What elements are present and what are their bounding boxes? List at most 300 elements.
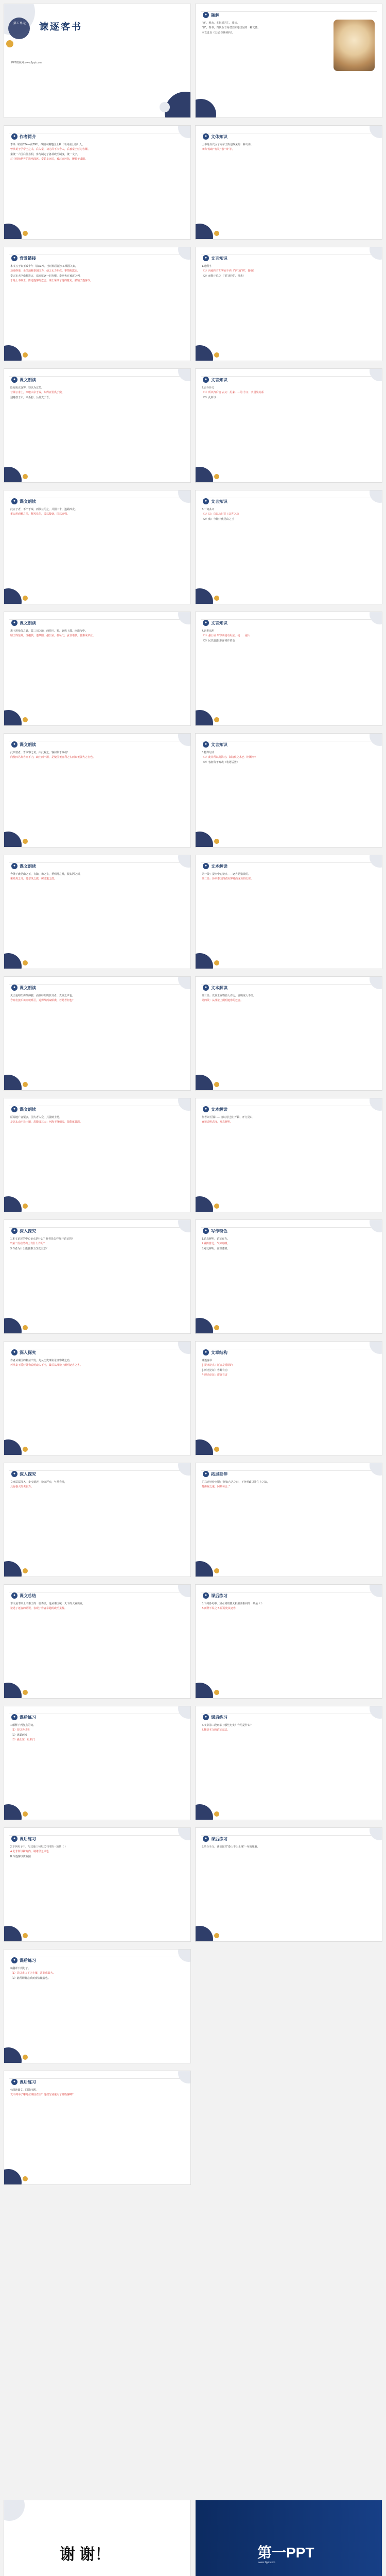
body-line: （1）是以太山不让土壤，故能成其大。 <box>10 1972 56 1975</box>
decor-circle <box>23 839 28 844</box>
decor-circle <box>8 18 30 39</box>
decor-circle <box>23 1690 28 1695</box>
slide-body <box>202 994 376 1079</box>
body-line: 8.结合全文，谈谈你对“泰山不让土壤”一句的理解。 <box>202 1845 260 1849</box>
decor-circle <box>178 369 190 381</box>
body-line: 7.概括本文的论证方法。 <box>202 1728 230 1732</box>
body-line: 第二段：历举秦国四君用客卿而成功的史实。 <box>202 877 254 881</box>
body-line: 于是上书秦王，陈述逐客的危害。秦王采纳了他的意见，撤销了逐客令。 <box>10 279 93 283</box>
body-line: 夫击瓮叩缶弹筝搏髀，而歌呼呜呜快耳者，真秦之声也。 <box>10 994 75 997</box>
slides-slide[interactable] <box>4 1828 190 1941</box>
decor-circle <box>23 960 28 965</box>
body-line: 1.解释下列加点的词。 <box>10 1724 36 1727</box>
body-line: 第四段：从理论上阐明逐客的危害。 <box>202 999 243 1003</box>
decor-circle <box>178 612 190 624</box>
slide-header <box>9 1831 185 1836</box>
body-line: （1）向使四君却客而不内（“内”通“纳”，接纳） <box>202 269 256 273</box>
slide-title: 题解 <box>211 13 219 18</box>
decor-circle <box>23 717 28 722</box>
thanks-slide[interactable] <box>4 2500 190 2576</box>
right_slides-slide[interactable] <box>196 1828 382 1941</box>
decor-circle <box>23 1447 28 1452</box>
slide-header <box>9 1953 185 1957</box>
bullet-icon: ● <box>11 498 17 504</box>
slide-body <box>10 751 184 836</box>
body-line: 4.词类活用 <box>202 630 215 633</box>
bullet-icon: ● <box>11 985 17 991</box>
slide-body <box>10 1845 184 1930</box>
decor-circle <box>4 2500 25 2521</box>
body-line: 4.阅读课文，回答问题。 <box>10 2089 39 2092</box>
bullet-icon: ● <box>11 1714 17 1720</box>
body-line: A.此非所以跨海内、制诸侯之术也 <box>10 1850 49 1854</box>
slide-title: 课后练习 <box>20 2080 36 2084</box>
bullet-icon: ● <box>203 377 209 383</box>
decor-circle <box>214 1933 219 1938</box>
bullet-icon: ● <box>11 741 17 748</box>
slides-slide[interactable] <box>4 1220 190 1333</box>
right_slides-slide[interactable] <box>196 1220 382 1333</box>
decor-circle <box>214 474 219 479</box>
bullet-icon: ● <box>203 863 209 869</box>
bullet-icon: ● <box>203 620 209 626</box>
slide-body <box>10 2089 184 2173</box>
right_slides-slide[interactable] <box>196 612 382 725</box>
slide-body <box>10 143 184 228</box>
decor-circle <box>214 352 219 358</box>
slide-body <box>10 630 184 714</box>
body-line: 5.特殊句式 <box>202 751 215 754</box>
body-line: 2.第二段在结构上有什么作用？ <box>10 1242 46 1246</box>
body-line: 2.古今异义 <box>202 386 215 389</box>
bullet-icon: ● <box>11 133 17 140</box>
decor-circle <box>178 1950 190 1962</box>
slide-title: 课文朗读 <box>20 621 36 625</box>
body-line: 文中列举了哪几位秦国君主？他们分别重用了哪些客卿？ <box>10 2093 75 2097</box>
body-line: 2.铺陈排比，气势磅礴。 <box>202 1242 230 1246</box>
slide-title: 课文朗读 <box>20 742 36 747</box>
bullet-icon: ● <box>11 1957 17 1963</box>
decor-circle <box>23 352 28 358</box>
slide-title: 文本解读 <box>211 864 227 869</box>
right_slides-slide[interactable] <box>196 1098 382 1212</box>
slide-header <box>201 858 377 863</box>
slide-body <box>202 751 376 836</box>
body-line: 迎蹇叔于宋，来丕豹、公孙支于晋。 <box>10 396 52 399</box>
decor-circle <box>178 1098 190 1111</box>
cover-url: PPT模板网:www.1ppt.com <box>11 61 42 64</box>
right_slides-slide[interactable] <box>196 126 382 239</box>
decor-circle <box>23 1204 28 1209</box>
slide-title: 写作特色 <box>211 1229 227 1233</box>
decor-circle <box>370 1220 382 1232</box>
body-line: 本文是李斯上书秦王的一篇奏议，他从秦国统一天下的大业出发， <box>10 1602 85 1605</box>
decor-circle <box>370 1463 382 1476</box>
body-line: 作者以“臣闻……窃以为过矣”开篇，开门见山， <box>202 1116 255 1119</box>
right_slides-slide[interactable] <box>196 247 382 361</box>
decor-circle <box>370 1342 382 1354</box>
body-line: 1.本文论述的中心论点是什么？作者是怎样展开论证的？ <box>10 1238 75 1241</box>
body-line: 此四君者，皆以客之功。由此观之，客何负于秦哉！ <box>10 751 70 754</box>
slides-slide[interactable] <box>4 1950 190 2063</box>
slides-slide[interactable] <box>4 1585 190 1698</box>
slide-header <box>9 858 185 863</box>
bullet-icon: ● <box>203 1471 209 1477</box>
bullet-icon: ● <box>11 1349 17 1355</box>
body-line: （1）以：窃以为过矣 / 以客之功 <box>202 513 239 516</box>
slide-header <box>9 1588 185 1592</box>
body-line: （1）窃以为过矣 <box>10 1728 30 1732</box>
slides-slide[interactable] <box>4 126 190 239</box>
bullet-icon: ● <box>203 741 209 748</box>
bullet-icon: ● <box>203 498 209 504</box>
portrait-image <box>334 20 375 71</box>
slide-body <box>10 386 184 471</box>
slide-header <box>201 1709 377 1714</box>
slide-title: 课后练习 <box>211 1594 227 1598</box>
body-line: 是以太山不让土壤，故能成其大；河海不择细流，故能就其深。 <box>10 1121 83 1124</box>
slide-body <box>10 265 184 349</box>
decor-circle <box>214 1447 219 1452</box>
slide-header <box>201 1831 377 1836</box>
decor-circle <box>178 2071 190 2083</box>
slide-body <box>202 1602 376 1687</box>
slide-header <box>201 494 377 498</box>
bullet-icon: ● <box>203 1592 209 1599</box>
decor-circle <box>214 839 219 844</box>
body-line: A.而陛下说之 B.臣闻吏议逐客 <box>202 1607 236 1611</box>
slide-header <box>201 1223 377 1228</box>
slide-title: 文言知识 <box>211 742 227 747</box>
slide-body <box>10 508 184 592</box>
decor-circle <box>178 1828 190 1840</box>
slide-title: 文言知识 <box>211 256 227 261</box>
decor-circle <box>214 596 219 601</box>
decor-circle <box>23 2176 28 2181</box>
slide-right-0[interactable] <box>196 4 382 117</box>
slide-title: 课后练习 <box>20 1958 36 1963</box>
decor-circle <box>370 734 382 746</box>
slides-slide[interactable] <box>4 1463 190 1577</box>
slide-header <box>9 1223 185 1228</box>
body-line: （2）民以殷盛 形容词作谓语 <box>202 639 235 642</box>
right_slides-slide[interactable] <box>196 490 382 604</box>
slide-header <box>201 250 377 255</box>
body-line: ├ 提出论点：逐客是错误的 <box>202 1364 233 1367</box>
body-line: 秦统一六国后任丞相，参与制定了各项政治制度，统一文字， <box>10 152 80 156</box>
decor-circle <box>370 612 382 624</box>
slide-body <box>10 1724 184 1808</box>
slide-body <box>10 994 184 1079</box>
body-line: 第一段：提出中心论点——逐客是错误的。 <box>202 873 251 876</box>
body-line: 3.对比鲜明，说理透彻。 <box>202 1247 230 1250</box>
decor-circle <box>214 1811 219 1817</box>
decor-circle <box>214 1325 219 1330</box>
body-line: 文章层层深入，步步逼近，论证严密，气势充沛， <box>10 1481 67 1484</box>
slide-title: 深入探究 <box>20 1350 36 1355</box>
bullet-icon: ● <box>11 620 17 626</box>
right_slides-slide[interactable] <box>196 734 382 847</box>
body-line: 持爵禄之重，阿顺苟合。” <box>202 1485 230 1489</box>
slide-body <box>10 1967 184 2052</box>
slide-header <box>9 250 185 255</box>
slide-header <box>9 2074 185 2079</box>
right_slides-slide[interactable] <box>196 1585 382 1698</box>
slide-header <box>201 129 377 133</box>
body-line: 论述了逐客的错误，表现了作者卓越的政治见解。 <box>10 1607 67 1611</box>
slide-title: 文本解读 <box>211 986 227 990</box>
body-line: 此五子者，不产于秦，而缪公用之，并国二十，遂霸西戎。 <box>10 508 78 511</box>
body-line: 今弃击瓮叩缶而就郑卫，退弹筝而取昭虞，若是者何也？ <box>10 999 75 1003</box>
bullet-icon: ● <box>11 1836 17 1842</box>
body-line: 惠王用张仪之计，拔三川之地，西并巴、蜀，北收上郡，南取汉中。 <box>10 630 88 633</box>
slide-title: 深入探究 <box>20 1229 36 1233</box>
slide-title: 课文朗读 <box>20 499 36 504</box>
decor-circle <box>214 1690 219 1695</box>
decor-circle <box>23 1325 28 1330</box>
slide-title: 课后练习 <box>211 1837 227 1841</box>
decor-circle <box>214 960 219 965</box>
decor-circle <box>23 1811 28 1817</box>
right_slides-slide[interactable] <box>196 1706 382 1820</box>
body-line: 昭王得范雎，废穰侯，逐华阳，强公室，杜私门，蚕食诸侯，使秦成帝业。 <box>10 634 96 638</box>
decor-circle <box>214 1082 219 1087</box>
body-line: 向使四君却客而不内，疏士而不用，是使国无富利之实而秦无强大之名也。 <box>10 756 96 759</box>
slide-title: 文章结构 <box>211 1350 227 1355</box>
decor-circle <box>214 231 219 236</box>
brand-slide[interactable] <box>196 2500 382 2576</box>
slide-header <box>9 1709 185 1714</box>
slide-title: 课文朗读 <box>20 986 36 990</box>
body-line: 司马迁评价李斯：“斯知六艺之归，不务明政以补主上之缺， <box>202 1481 270 1484</box>
slide-body <box>10 1602 184 1687</box>
brand-logo: 第一PPT <box>257 2545 314 2561</box>
body-line: （2）客何负于秦哉（状语后置） <box>202 760 239 764</box>
body-line: 乘纤离之马，建翠凤之旗，树灵鼍之鼓。 <box>10 877 57 881</box>
body-line: （2）此所谓藉寇兵而赍盗粮者也。 <box>10 1976 50 1980</box>
decor-circle <box>178 734 190 746</box>
slide-title: 课后练习 <box>20 1837 36 1841</box>
slide-header <box>9 615 185 620</box>
slide-title: 课后练习 <box>211 1715 227 1720</box>
slide-body <box>202 143 376 228</box>
decor-circle <box>23 2055 28 2060</box>
slides-slide[interactable] <box>4 247 190 361</box>
right_slides-slide[interactable] <box>196 1342 382 1455</box>
decor-circle <box>370 1828 382 1840</box>
unit-label: 第五单元 <box>13 22 26 25</box>
decor-circle <box>370 247 382 260</box>
slide-body <box>202 265 376 349</box>
slide-body <box>202 22 332 106</box>
right_slides-slide[interactable] <box>196 369 382 482</box>
body-line: 孝公用商鞅之法，移风易俗，民以殷盛，国以富强。 <box>10 513 70 516</box>
decor-circle <box>6 40 13 47</box>
slide-header <box>201 372 377 377</box>
slide-header <box>9 494 185 498</box>
slide-title: 文言知识 <box>211 499 227 504</box>
slides-slide[interactable] <box>4 490 190 604</box>
decor-circle <box>23 596 28 601</box>
slide-body <box>202 1724 376 1808</box>
slide-title: 拓展延伸 <box>211 1472 227 1477</box>
decor-circle <box>178 1463 190 1476</box>
decor-circle <box>370 1585 382 1597</box>
slide-header <box>9 129 185 133</box>
body-line: （2）致：今陛下致昆山之玉 <box>202 517 234 521</box>
slide-body <box>202 1481 376 1565</box>
bullet-icon: ● <box>11 2079 17 2085</box>
decor-circle <box>23 1082 28 1087</box>
body-line: 臣闻吏议逐客，窃以为过矣。 <box>10 386 44 389</box>
body-line: 3.一词多义 <box>202 508 215 511</box>
decor-circle <box>370 1706 382 1719</box>
body-line: 昔缪公求士，西取由余于戎，东得百里奚于宛， <box>10 391 65 395</box>
slide-title: 课文总结 <box>20 1594 36 1598</box>
decor-circle <box>178 1342 190 1354</box>
slide-header <box>9 372 185 377</box>
body-line: 今陛下致昆山之玉，有随、和之宝，垂明月之珠，服太阿之剑， <box>10 873 83 876</box>
slide-body <box>202 630 376 714</box>
body-line: 具有强大的说服力。 <box>10 1485 34 1489</box>
bullet-icon: ● <box>11 1228 17 1234</box>
body-line: └ 理论论证：逐客有害 <box>202 1374 227 1377</box>
slide-body <box>10 1481 184 1565</box>
bullet-icon: ● <box>11 255 17 261</box>
bullet-icon: ● <box>11 1471 17 1477</box>
body-line: 本文写于秦王政十年（前237）。当时韩国派水工郑国入秦， <box>10 265 78 268</box>
slide-body <box>202 386 376 471</box>
cover-slide[interactable] <box>4 4 190 117</box>
slide-header <box>9 737 185 741</box>
slide-title: 文言知识 <box>211 621 227 625</box>
slide-header <box>9 980 185 985</box>
body-line: “谏”，规劝，多指对君主、尊长。 <box>202 22 240 25</box>
slide-header <box>201 1588 377 1592</box>
slide-header <box>201 980 377 985</box>
slide-header <box>201 615 377 620</box>
slides-slide[interactable] <box>4 1098 190 1212</box>
body-line: 曾从荀子学帝王之术，后入秦，初为吕不韦舍人，后被秦王任为客卿。 <box>10 148 91 151</box>
bullet-icon: ● <box>203 133 209 140</box>
bullet-icon: ● <box>203 985 209 991</box>
body-line: （1）所以饰后宫 古义：用来……的 今义：表因果关系 <box>202 391 264 395</box>
bullet-icon: ● <box>11 1106 17 1112</box>
slide-header <box>9 1466 185 1471</box>
slide-title: 文本解读 <box>211 1107 227 1112</box>
slide-title: 文言知识 <box>211 378 227 382</box>
slide-header <box>9 1101 185 1106</box>
slide-body <box>10 1359 184 1444</box>
slide-body <box>202 1845 376 1930</box>
slide-header <box>201 1101 377 1106</box>
bullet-icon: ● <box>203 12 209 18</box>
brand-banner <box>196 2500 382 2576</box>
decor-circle <box>178 977 190 989</box>
slides-slide[interactable] <box>4 612 190 725</box>
bullet-icon: ● <box>203 1106 209 1112</box>
decor-circle <box>178 247 190 260</box>
body-line: （1）强公室 形容词使动用法，使……强大 <box>202 634 251 638</box>
slides-slide[interactable] <box>4 2071 190 2184</box>
body-line: 第三段：以秦王重物轻人作比，说明取人不当。 <box>202 994 256 997</box>
body-line: 上书是古代臣子向帝王陈述政见的一种文体， <box>202 143 254 146</box>
decor-circle <box>178 126 190 138</box>
slides-slide[interactable] <box>4 855 190 969</box>
decor-circle <box>214 717 219 722</box>
body-line: 秦宗室大臣借机进言，请求驱逐一切客卿。李斯也在被逐之列， <box>10 274 83 278</box>
decor-circle <box>178 855 190 868</box>
slide-body <box>202 1116 376 1200</box>
decor-circle <box>370 369 382 381</box>
body-line: 再从秦王爱好外物说明取人不当，最后从理论上阐明逐客之害。 <box>10 1364 83 1367</box>
cover-title: 谏逐客书 <box>39 22 82 32</box>
slides-slide[interactable] <box>4 1706 190 1820</box>
slides-slide[interactable] <box>4 977 190 1090</box>
decor-circle <box>23 1933 28 1938</box>
body-line: 臣闻地广者粟多，国大者人众，兵强则士勇。 <box>10 1116 62 1119</box>
slides-slide[interactable] <box>4 369 190 482</box>
slide-header <box>201 737 377 741</box>
body-line: 2.下列句子中，与其他三句句式不同的一项是（ ） <box>10 1845 67 1849</box>
bullet-icon: ● <box>11 1592 17 1599</box>
slide-header <box>201 1345 377 1349</box>
decor-circle <box>160 102 170 112</box>
body-line: 作者从秦国的利益出发，先从历史事实论证客卿之功， <box>10 1359 73 1362</box>
right_slides-slide[interactable] <box>196 977 382 1090</box>
decor-circle <box>178 1585 190 1597</box>
body-line: 3.翻译下列句子。 <box>10 1967 31 1970</box>
body-line: 劝秦修渠，企图消耗秦国国力，使之无力东伐。事情败露后， <box>10 269 80 273</box>
brand-slogan: www.1ppt.com <box>258 2561 275 2564</box>
decor-circle <box>370 855 382 868</box>
bullet-icon: ● <box>11 377 17 383</box>
right_slides-slide[interactable] <box>196 855 382 969</box>
body-line: 谏逐客书 <box>202 1359 213 1362</box>
body-line: 3.作者为什么能使秦王改变主意？ <box>10 1247 49 1250</box>
slides-slide[interactable] <box>4 1342 190 1455</box>
decor-circle <box>370 490 382 503</box>
slides-slide[interactable] <box>4 734 190 847</box>
body-line: 1.通假字 <box>202 265 212 268</box>
body-line: 李斯（约前284—前208），战国末期楚国上蔡（今河南上蔡）人。 <box>10 143 85 146</box>
bullet-icon: ● <box>203 1228 209 1234</box>
slide-title: 课文朗读 <box>20 378 36 382</box>
body-line: （2）此所以…… <box>202 396 221 399</box>
slide-title: 课后练习 <box>20 1715 36 1720</box>
body-line: 对中国和世界的影响深远。秦始皇死后，被赵高诬陷，腰斩于咸阳。 <box>10 158 88 161</box>
decor-circle <box>214 1204 219 1209</box>
decor-circle <box>178 1220 190 1232</box>
right_slides-slide[interactable] <box>196 1463 382 1577</box>
bullet-icon: ● <box>203 255 209 261</box>
slide-body <box>202 1238 376 1322</box>
slide-body <box>10 873 184 957</box>
slide-header <box>201 1466 377 1471</box>
decor-circle <box>23 231 28 236</box>
decor-circle <box>23 474 28 479</box>
decor-circle <box>370 126 382 138</box>
slide-body <box>10 1116 184 1200</box>
body-line: （3）强公室，杜私门 <box>10 1738 35 1742</box>
slide-title: 作者简介 <box>20 134 36 139</box>
bullet-icon: ● <box>11 863 17 869</box>
slide-body <box>202 1359 376 1444</box>
body-line: 1.论点鲜明，论证有力。 <box>202 1238 230 1241</box>
slide-title: 文体知识 <box>211 134 227 139</box>
slide-title: 课文朗读 <box>20 1107 36 1112</box>
body-line: （2）而陛下说之（“说”通“悦”，喜欢） <box>202 274 245 278</box>
